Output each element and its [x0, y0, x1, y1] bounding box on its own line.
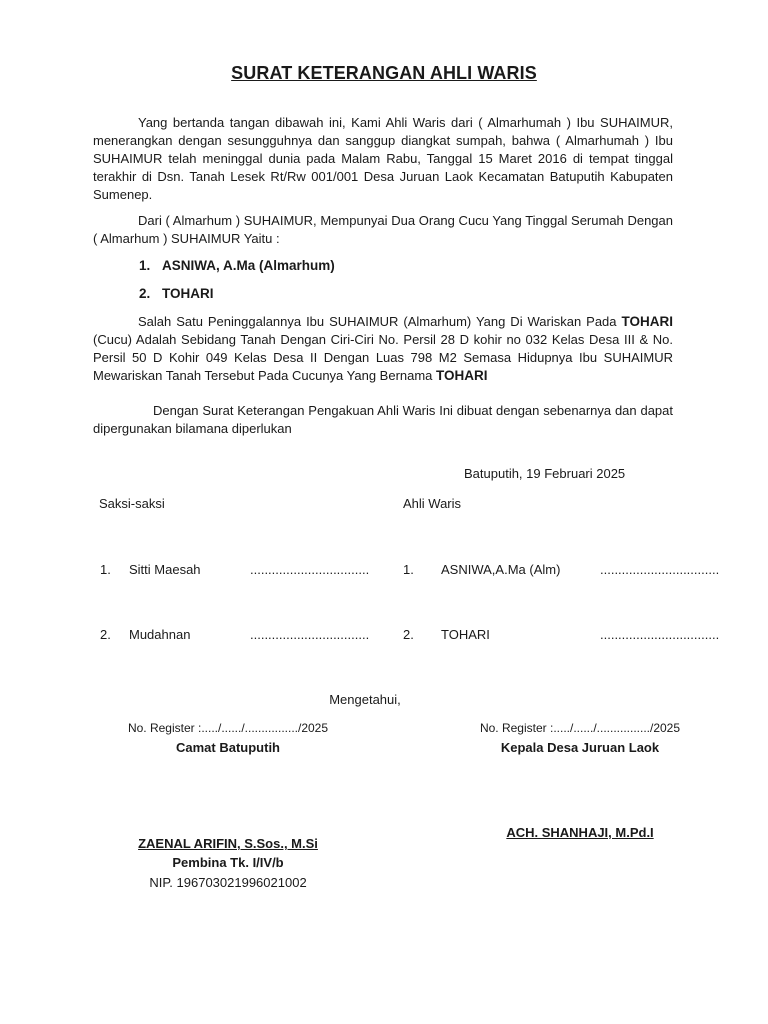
witness-number: 1. [100, 562, 111, 577]
witness-name: Mudahnan [129, 627, 191, 642]
heir-name-bold: TOHARI [436, 368, 488, 383]
acknowledged-label: Mengetahui, [329, 692, 401, 707]
right-official-name: ACH. SHANHAJI, M.Pd.I [506, 825, 654, 840]
descendants-paragraph [93, 212, 673, 248]
inheritance-paragraph: Salah Satu Peninggalannya Ibu SUHAIMUR (Almarhum) Yang Di Wariskan Pada TOHARI (Cucu) Adalah Sebidang Tanah Dengan Ciri-Ciri No. Persil 28 D kohir no 032 Kelas Desa III & No. Persil 50 D Kohir 049 Kelas Desa II Dengan Luas 798 M2 Semasa Hidupnya Ibu SUHAIMUR Mewariskan Tanah Tersebut Pada Cucunya Yang Bernama TOHARI [93, 314, 673, 383]
heir-signer-name: ASNIWA,A.Ma (Alm) [441, 562, 561, 577]
heir-name-bold: TOHARI [621, 314, 673, 329]
witness-name: Sitti Maesah [129, 562, 201, 577]
closing-paragraph-text: Dengan Surat Keterangan Pengakuan Ahli Waris Ini dibuat dengan sebenarnya dan dapat dipergunakan bilamana diperlukan [93, 403, 673, 436]
opening-paragraph [93, 114, 673, 204]
heir-list-item: 1. ASNIWA, A.Ma (Almarhum) [139, 258, 335, 273]
left-register-number: No. Register :...../....../................/2025 [127, 721, 329, 735]
opening-paragraph-text: Yang bertanda tangan dibawah ini, Kami Ahli Waris dari ( Almarhumah ) Ibu SUHAIMUR, menerangkan dengan sesungguhnya dan sanggup diangkat sumpah, bahwa ( Almarhumah ) Ibu SUHAIMUR telah meninggal dunia pada Malam Rabu, Tanggal 15 Maret 2016 di tempat tinggal terakhir di Dsn. Tanah Lesek Rt/Rw 001/001 Desa Juruan Laok Kecamatan Batuputih Kabupaten Sumenep. [93, 115, 673, 202]
document-title: SURAT KETERANGAN AHLI WARIS [231, 63, 537, 83]
witness-number: 2. [100, 627, 111, 642]
left-office-title: Camat Batuputih [176, 740, 280, 755]
place-date: Batuputih, 19 Februari 2025 [464, 466, 626, 481]
heirs-header: Ahli Waris [403, 496, 462, 511]
closing-paragraph [93, 402, 673, 438]
heir-signer-number: 2. [403, 627, 414, 642]
witnesses-header: Saksi-saksi [99, 496, 165, 511]
witness-signature-line: ................................. [250, 627, 370, 642]
left-official-rank: Pembina Tk. I/IV/b [172, 855, 284, 870]
heir-signature-line: ................................. [600, 627, 720, 642]
right-register-number: No. Register :...../....../................/2025 [479, 721, 681, 735]
left-official-nip: NIP. 196703021996021002 [149, 875, 307, 890]
witness-signature-line: ................................. [250, 562, 370, 577]
heir-signer-name: TOHARI [441, 627, 490, 642]
left-official-name: ZAENAL ARIFIN, S.Sos., M.Si [138, 836, 318, 851]
heir-signer-number: 1. [403, 562, 414, 577]
descendants-paragraph-text: Dari ( Almarhum ) SUHAIMUR, Mempunyai Dua Orang Cucu Yang Tinggal Serumah Dengan ( Almarhum ) SUHAIMUR Yaitu : [93, 213, 673, 246]
heir-list-item: 2. TOHARI [139, 286, 214, 301]
heir-signature-line: ................................. [600, 562, 720, 577]
right-office-title: Kepala Desa Juruan Laok [500, 740, 660, 755]
